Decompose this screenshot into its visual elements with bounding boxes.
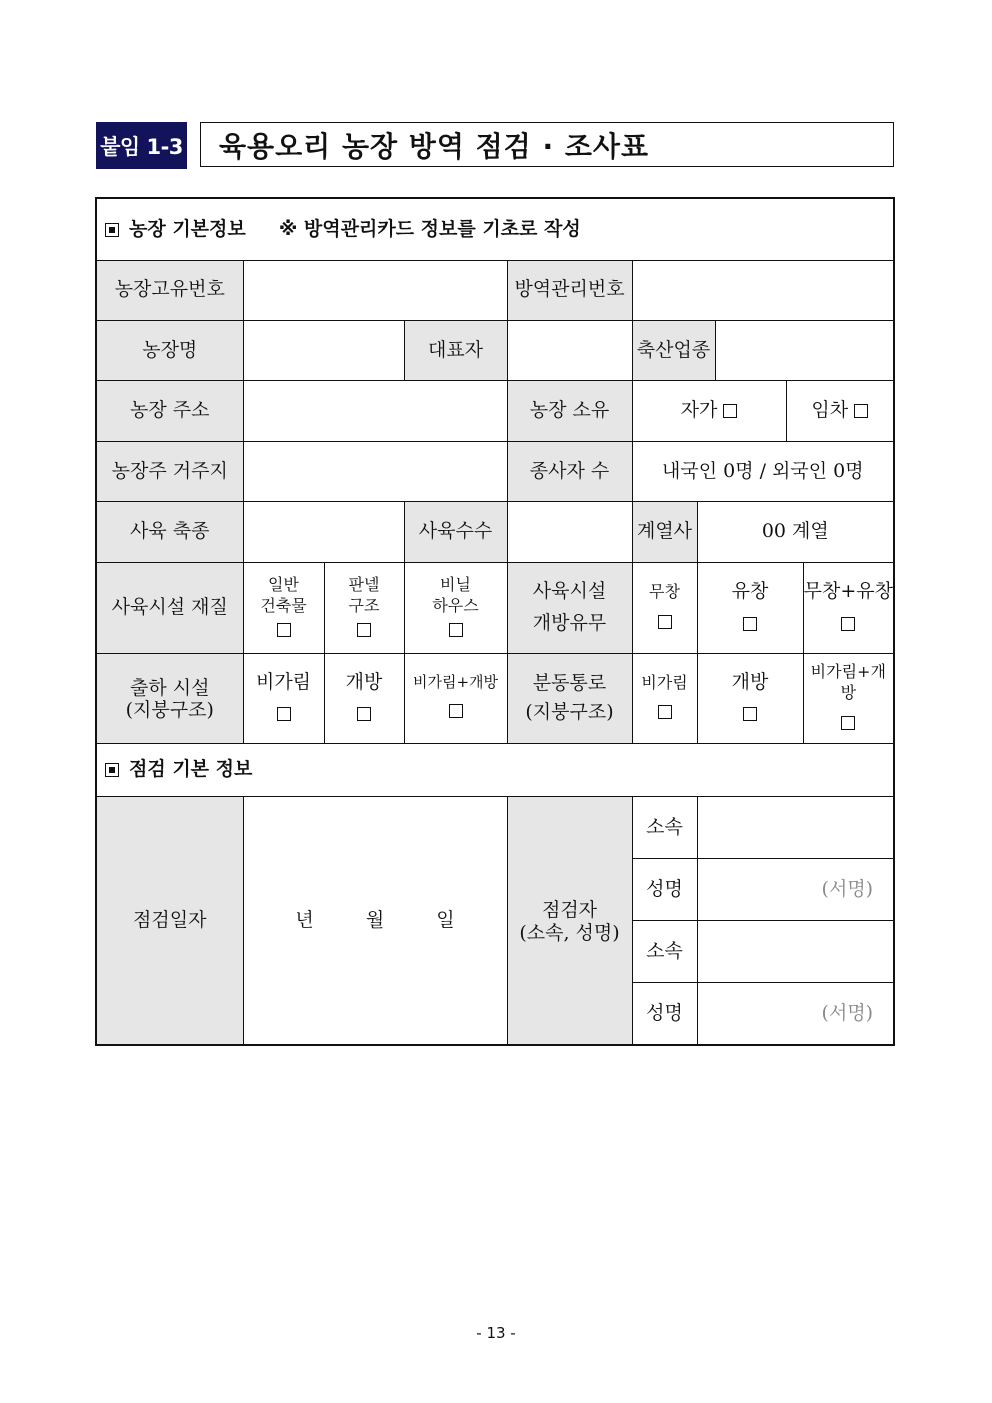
option-own: 자가 — [632, 380, 786, 441]
option-rent: 임차 — [786, 380, 894, 441]
label-representative: 대표자 — [404, 320, 507, 380]
field-name-2[interactable] — [697, 983, 894, 1045]
checkbox-material-vinyl[interactable] — [449, 623, 463, 637]
field-livestock-type[interactable] — [715, 320, 894, 380]
field-farm-name[interactable] — [243, 320, 404, 380]
option-shipping-covered: 비가림 — [243, 653, 324, 743]
field-affiliation-2[interactable] — [697, 921, 894, 983]
checkbox-windowed[interactable] — [743, 617, 757, 631]
option-material-panel: 판넬 구조 — [324, 563, 404, 653]
filled-square-icon — [105, 223, 119, 237]
label-workers: 종사자 수 — [507, 442, 632, 502]
option-windowed: 유창 — [697, 563, 803, 653]
section-note: ※ 방역관리카드 정보를 기초로 작성 — [278, 217, 581, 240]
label-livestock-type: 축산업종 — [632, 320, 715, 380]
option-shipping-open: 개방 — [324, 653, 404, 743]
section-header-farm-info — [96, 198, 894, 260]
label-head-count: 사육수수 — [404, 502, 507, 563]
label-species: 사육 축종 — [96, 502, 243, 563]
checkbox-rent[interactable] — [854, 404, 868, 418]
label-farm-id: 농장고유번호 — [96, 260, 243, 320]
attachment-badge: 붙임 1-3 — [96, 122, 187, 169]
signature-placeholder: (서명) — [821, 877, 874, 900]
checkbox-shipping-open[interactable] — [357, 707, 371, 721]
checkbox-manure-both[interactable] — [841, 716, 855, 730]
signature-placeholder: (서명) — [821, 1001, 874, 1024]
section-title: 점검 기본 정보 — [129, 757, 253, 780]
field-farm-address[interactable] — [243, 380, 507, 441]
label-biosec-no: 방역관리번호 — [507, 260, 632, 320]
label-inspector: 점검자 (소속, 성명) — [507, 796, 632, 1045]
section-header-inspection — [96, 743, 894, 796]
checkbox-manure-covered[interactable] — [658, 705, 672, 719]
label-farm-name: 농장명 — [96, 320, 243, 380]
label-manure: 분동통로 (지붕구조) — [507, 653, 632, 743]
label-facility-open: 사육시설 개방유무 — [507, 563, 632, 653]
option-windowless: 무창 — [632, 563, 697, 653]
filled-square-icon — [105, 763, 119, 777]
label-affiliation-1: 소속 — [632, 796, 697, 858]
label-name-2: 성명 — [632, 983, 697, 1045]
label-facility-material: 사육시설 재질 — [96, 563, 243, 653]
checkbox-own[interactable] — [723, 404, 737, 418]
checkbox-material-general[interactable] — [277, 623, 291, 637]
checkbox-both[interactable] — [841, 617, 855, 631]
option-shipping-both: 비가림+개방 — [404, 653, 507, 743]
checkbox-shipping-both[interactable] — [449, 704, 463, 718]
page-number: - 13 - — [476, 1324, 516, 1342]
label-affiliation-2: 소속 — [632, 921, 697, 983]
option-manure-covered: 비가림 — [632, 653, 697, 743]
field-biosec-no[interactable] — [632, 260, 894, 320]
field-owner-residence[interactable] — [243, 442, 507, 502]
label-ownership: 농장 소유 — [507, 380, 632, 441]
label-owner-residence: 농장주 거주지 — [96, 442, 243, 502]
field-farm-id[interactable] — [243, 260, 507, 320]
option-material-general: 일반 건축물 — [243, 563, 324, 653]
value-workers: 내국인 0명 / 외국인 0명 — [632, 442, 894, 502]
field-representative[interactable] — [507, 320, 632, 380]
value-integrator: 00 계열 — [697, 502, 894, 563]
option-both: 무창+유창 — [803, 563, 894, 653]
inspection-form-table — [95, 197, 895, 1046]
checkbox-windowless[interactable] — [658, 615, 672, 629]
option-material-vinyl: 비닐 하우스 — [404, 563, 507, 653]
label-farm-address: 농장 주소 — [96, 380, 243, 441]
label-name-1: 성명 — [632, 859, 697, 921]
checkbox-shipping-covered[interactable] — [277, 707, 291, 721]
label-integrator: 계열사 — [632, 502, 697, 563]
option-manure-both: 비가림+개방 — [803, 653, 894, 743]
label-inspection-date: 점검일자 — [96, 796, 243, 1045]
page-title: 육용오리 농장 방역 점검 · 조사표 — [200, 122, 894, 167]
checkbox-manure-open[interactable] — [743, 707, 757, 721]
label-shipping: 출하 시설 (지붕구조) — [96, 653, 243, 743]
field-species[interactable] — [243, 502, 404, 563]
option-manure-open: 개방 — [697, 653, 803, 743]
field-name-1[interactable] — [697, 859, 894, 921]
field-affiliation-1[interactable] — [697, 796, 894, 858]
field-head-count[interactable] — [507, 502, 632, 563]
checkbox-material-panel[interactable] — [357, 623, 371, 637]
section-title: 농장 기본정보 — [129, 217, 246, 240]
field-inspection-date[interactable]: 년 월 일 — [243, 796, 507, 1045]
